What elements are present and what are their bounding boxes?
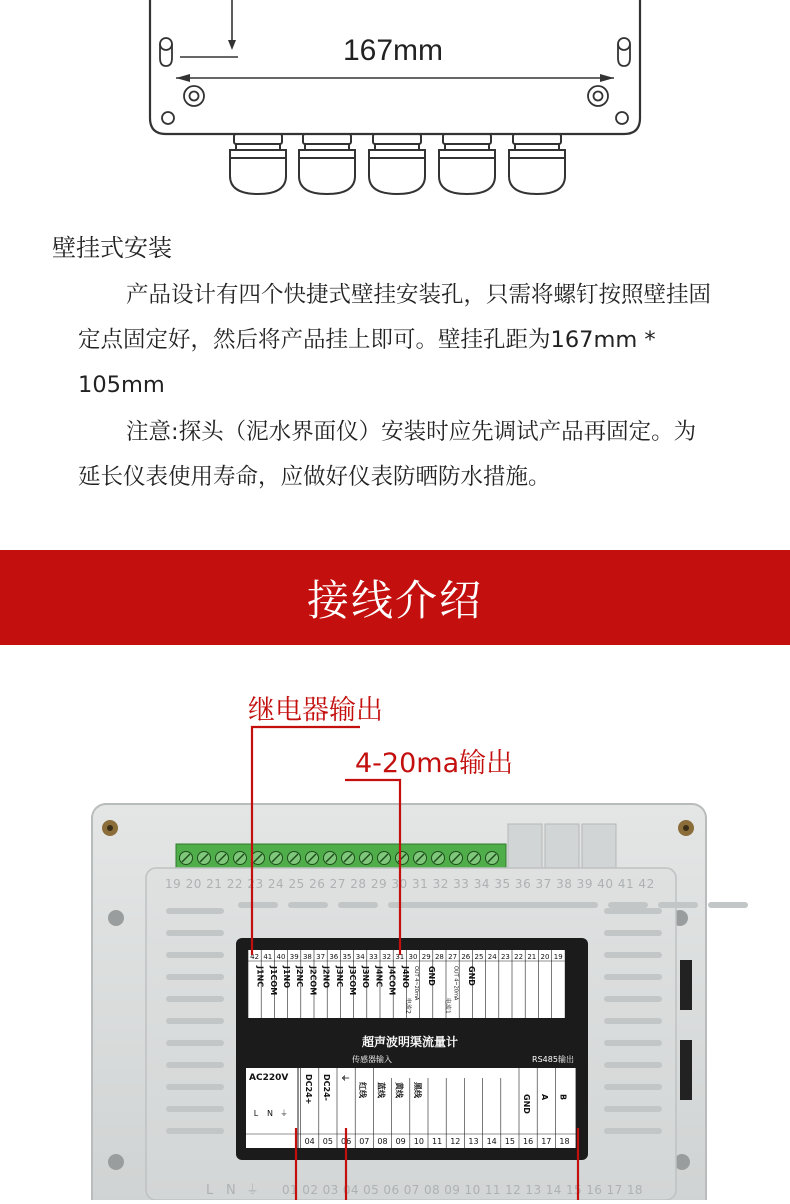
terminal-screw — [198, 852, 211, 865]
vent-slot — [166, 1062, 224, 1068]
terminal-screw — [342, 852, 355, 865]
rs485-terminal: B — [558, 1094, 568, 1101]
rs485-terminal: GND — [522, 1094, 531, 1114]
bottom-terminal-table — [246, 1068, 576, 1148]
top-terminal-label: J4NC — [374, 966, 384, 988]
vent-slot — [604, 1106, 662, 1112]
vent-slot — [488, 902, 528, 908]
power-terminal: N — [267, 1109, 273, 1118]
top-terminal-number: 22 — [514, 953, 524, 961]
terminal-screw — [360, 852, 373, 865]
terminal-screw — [468, 852, 481, 865]
dc-label: ⏚ — [340, 1074, 350, 1082]
housing-bottom-n: N — [226, 1183, 236, 1198]
bottom-terminal-number: 07 — [359, 1137, 370, 1146]
terminal-screw — [486, 852, 499, 865]
bottom-terminal-number: 06 — [341, 1137, 352, 1146]
housing-bottom-l: L — [206, 1183, 214, 1198]
rs485-terminal: A — [540, 1094, 550, 1101]
bottom-terminal-number: 09 — [395, 1137, 406, 1146]
vent-slot — [166, 952, 224, 958]
bottom-terminal-number: 17 — [541, 1137, 552, 1146]
top-terminal-label: J1COM — [268, 966, 278, 996]
bottom-terminal-number: 08 — [377, 1137, 388, 1146]
vent-slot — [538, 902, 578, 908]
top-terminal-number: 33 — [368, 953, 378, 961]
bottom-terminal-number: 14 — [486, 1137, 497, 1146]
terminal-screw — [270, 852, 283, 865]
terminal-screw — [216, 852, 229, 865]
dc-label: DC24- — [322, 1074, 332, 1101]
vent-slot — [604, 1062, 662, 1068]
install-paragraph: 产品设计有四个快捷式壁挂安装孔，只需将螺钉按照壁挂固定点固定好，然后将产品挂上即可。壁挂孔距为167mm * 105mm — [78, 282, 712, 398]
vent-slot — [288, 902, 328, 908]
top-terminal-number: 34 — [355, 953, 365, 961]
power-terminal: L — [253, 1109, 259, 1118]
top-terminal-number: 30 — [408, 953, 418, 961]
top-terminal-number: 23 — [500, 953, 510, 961]
bottom-terminal-number: 16 — [523, 1137, 534, 1146]
top-terminal-number: 36 — [329, 953, 339, 961]
vent-slot — [166, 930, 224, 936]
top-terminal-label: J3NC — [334, 966, 344, 988]
top-terminal-number: 37 — [316, 953, 326, 961]
vent-slot — [658, 902, 698, 908]
top-terminal-number: 35 — [342, 953, 352, 961]
vent-slot — [166, 1128, 224, 1134]
top-terminal-label: J2NO — [321, 966, 331, 989]
bottom-terminal-number: 12 — [450, 1137, 461, 1146]
top-terminal-number: 26 — [461, 953, 471, 961]
bottom-terminal-number: 13 — [468, 1137, 479, 1146]
output-channel-label: 电流1 — [444, 998, 452, 1014]
power-terminal: ⏚ — [280, 1109, 288, 1118]
top-terminal-label: J1NC — [255, 966, 265, 988]
terminal-screw — [432, 852, 445, 865]
sensor-wire-label: 黑线 — [412, 1082, 422, 1098]
vent-slot — [604, 930, 662, 936]
vent-slot — [608, 902, 648, 908]
top-terminal-table — [248, 950, 565, 1018]
sensor-input-label: 传感器输入 — [352, 1055, 392, 1064]
top-terminal-number: 28 — [434, 953, 444, 961]
vent-slot — [166, 908, 224, 914]
mounting-drawing — [0, 0, 790, 200]
top-terminal-label: J2NC — [295, 966, 305, 988]
power-label: AC220V — [249, 1073, 289, 1083]
bottom-terminal-number: 11 — [432, 1137, 443, 1146]
vent-slot — [604, 996, 662, 1002]
terminal-screw — [252, 852, 265, 865]
vent-slot — [166, 1084, 224, 1090]
top-terminal-number: 20 — [540, 953, 550, 961]
terminal-screw — [450, 852, 463, 865]
housing-bottom-numbers: 01 02 03 04 05 06 07 08 09 10 11 12 13 14 15 16 17 18 — [282, 1183, 643, 1197]
vent-slot — [166, 1018, 224, 1024]
vent-slot — [388, 902, 428, 908]
vent-slot — [708, 902, 748, 908]
vent-slot — [604, 974, 662, 980]
wiring-banner — [0, 550, 790, 645]
sensor-wire-label: 蓝线 — [376, 1082, 386, 1098]
top-terminal-number: 19 — [553, 953, 563, 961]
vent-slot — [604, 908, 662, 914]
terminal-screw — [180, 852, 193, 865]
terminal-screw — [378, 852, 391, 865]
terminal-screw — [234, 852, 247, 865]
vent-slot — [238, 902, 278, 908]
top-terminal-label: GND — [427, 966, 437, 986]
vent-slot — [604, 1018, 662, 1024]
keyhole-right — [618, 38, 630, 66]
top-terminal-number: 40 — [276, 953, 286, 961]
top-terminal-label: J3COM — [348, 966, 357, 996]
keyhole-left — [160, 38, 172, 66]
device-illustration — [0, 780, 790, 1200]
top-terminal-label: J1NO — [282, 966, 291, 989]
bottom-terminal-number: 05 — [322, 1137, 333, 1146]
cable-glands — [230, 134, 565, 194]
vent-slot — [166, 1040, 224, 1046]
screw-boss-right — [588, 86, 608, 106]
top-terminal-number: 39 — [289, 953, 299, 961]
screw-boss-left — [184, 86, 204, 106]
vent-slot — [604, 1084, 662, 1090]
install-note-paragraph: 注意:探头（泥水界面仪）安装时应先调试产品再固定。为延长仪表使用寿命，应做好仪表防晒防水措施。 — [78, 419, 697, 490]
terminal-screw — [288, 852, 301, 865]
top-terminal-number: 38 — [302, 953, 312, 961]
top-terminal-label: J2COM — [308, 966, 318, 996]
vent-slot — [338, 902, 378, 908]
terminal-screw — [324, 852, 337, 865]
relay-output-callout: 继电器输出 — [248, 695, 383, 726]
top-terminal-number: 31 — [395, 953, 405, 961]
bottom-terminal-number: 15 — [504, 1137, 515, 1146]
width-dimension-label: 167mm — [343, 34, 444, 67]
output-label: OUT 4~20mA — [452, 966, 459, 1001]
vent-slot — [438, 902, 478, 908]
top-terminal-number: 32 — [382, 953, 392, 961]
terminal-screw — [306, 852, 319, 865]
output-label: OUT 4~20mA — [413, 966, 419, 1001]
enclosure-outline — [0, 0, 790, 200]
housing-bottom-ground: ⏚ — [246, 1183, 260, 1198]
panel-title: 超声波明渠流量计 — [361, 1035, 459, 1049]
top-terminal-number: 29 — [421, 953, 431, 961]
top-terminal-number: 21 — [527, 953, 537, 961]
current-output-callout: 4-20ma输出 — [355, 748, 514, 779]
sensor-wire-label: 红线 — [358, 1082, 368, 1098]
top-terminal-label: J3NO — [361, 966, 371, 989]
housing-top-numbers: 19 20 21 22 23 24 25 26 27 28 29 30 31 32 33 34 35 36 37 38 39 40 41 42 — [165, 877, 655, 891]
top-terminal-label: GND — [466, 966, 476, 986]
vent-slot — [604, 1128, 662, 1134]
vent-slot — [166, 1106, 224, 1112]
banner-title: 接线介绍 — [306, 575, 483, 625]
terminal-screw — [396, 852, 409, 865]
device-photo — [0, 780, 790, 1200]
top-terminal-label: J4COM — [387, 966, 397, 996]
install-heading: 壁挂式安装 — [52, 234, 172, 262]
output-channel-label: 电流2 — [404, 998, 412, 1014]
top-terminal-number: 24 — [487, 953, 497, 961]
top-terminal-number: 42 — [250, 953, 260, 961]
dc-label: DC24+ — [304, 1074, 313, 1105]
bottom-terminal-number: 10 — [413, 1137, 424, 1146]
green-terminal-strip — [176, 844, 506, 870]
rs485-label: RS485输出 — [532, 1055, 574, 1064]
vent-slot — [166, 974, 224, 980]
vent-slot — [604, 1040, 662, 1046]
bottom-terminal-number: 18 — [559, 1137, 570, 1146]
top-terminal-number: 25 — [474, 953, 484, 961]
vent-slot — [604, 952, 662, 958]
sensor-wire-label: 黄线 — [394, 1082, 404, 1098]
terminal-screw — [414, 852, 427, 865]
bottom-terminal-number: 04 — [304, 1137, 315, 1146]
top-terminal-number: 27 — [448, 953, 458, 961]
vent-slot — [166, 996, 224, 1002]
top-terminal-number: 41 — [263, 953, 273, 961]
top-terminal-label: J4NO — [400, 966, 410, 989]
